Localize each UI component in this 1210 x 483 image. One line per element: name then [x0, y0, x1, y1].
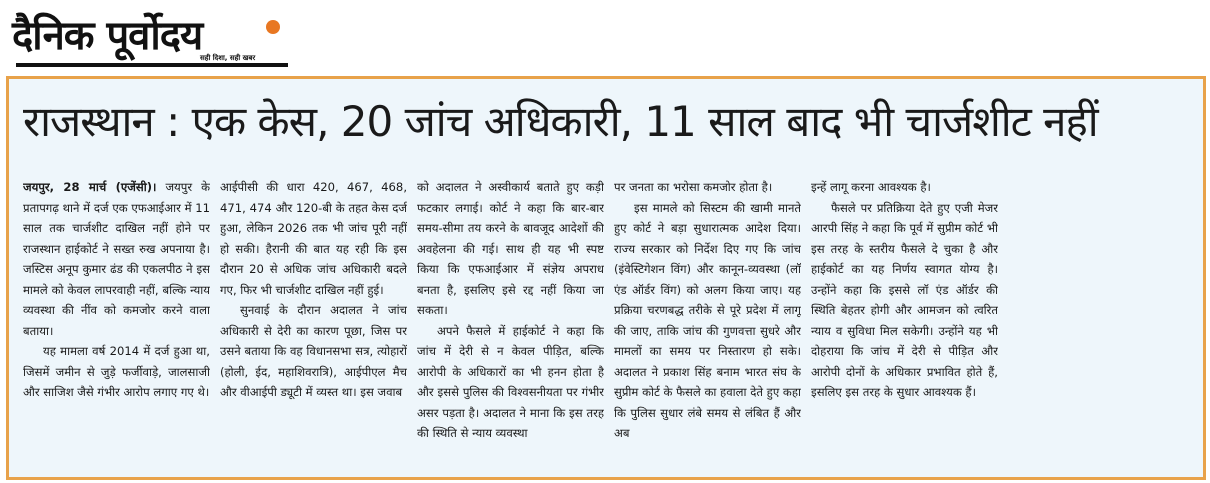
article-column-5 — [811, 177, 998, 477]
article-column-4 — [614, 177, 801, 477]
article-paragraph: सुनवाई के दौरान अदालत ने जांच अधिकारी से देरी का कारण पूछा, जिस पर उसने बताया कि वह विधानसभा सत्र, त्योहारों (होली, ईद, महाशिवरात्रि), आईपीएल मैच और वीआईपी ड्यूटी में व्यस्त था। इस जवाब — [220, 303, 407, 399]
masthead — [0, 0, 1210, 72]
logo-dot-icon — [266, 20, 280, 34]
article-paragraph: पर जनता का भरोसा कमजोर होता है। — [614, 180, 773, 194]
logo-underline — [16, 63, 288, 67]
logo-tagline: सही दिशा, सही खबर — [200, 54, 256, 62]
article-paragraph: आईपीसी की धारा 420, 467, 468, 471, 474 और 120-बी के तहत केस दर्ज हुआ, लेकिन 2026 तक भी जांच पूरी नहीं हो सकी। हैरानी की बात यह रही कि इस दौरान 20 से अधिक जांच अधिकारी बदले गए, फिर भी चार्जशीट दाखिल नहीं हुई। — [220, 180, 407, 297]
article-column-3 — [417, 177, 604, 477]
article-paragraph: जयपुर, 28 मार्च (एजेंसी)। जयपुर के प्रतापगढ़ थाने में दर्ज एक एफआईआर में 11 साल तक चार्जशीट दाखिल नहीं होने पर राजस्थान हाईकोर्ट ने सख्त रुख अपनाया है। जस्टिस अनूप कुमार ढंड की एकलपीठ ने इस मामले को केवल लापरवाही नहीं, बल्कि न्याय व्यवस्था की नींव को कमजोर करने वाला बताया। — [23, 180, 210, 338]
article-paragraph: को अदालत ने अस्वीकार्य बताते हुए कड़ी फटकार लगाई। कोर्ट ने कहा कि बार-बार समय-सीमा तय करने के बावजूद आदेशों की अवहेलना की गई। साथ ही यह भी स्पष्ट किया कि एफआईआर में संज्ञेय अपराध बनता है, इसलिए इसे रद्द नहीं किया जा सकता। — [417, 180, 604, 317]
article-headline: राजस्थान : एक केस, 20 जांच अधिकारी, 11 साल बाद भी चार्जशीट नहीं — [23, 97, 1098, 146]
article-paragraph: यह मामला वर्ष 2014 में दर्ज हुआ था, जिसमें जमीन से जुड़े फर्जीवाड़े, जालसाजी और साजिश जैसे गंभीर आरोप लगाए गए थे। — [23, 344, 210, 399]
article-columns — [23, 177, 1199, 477]
article-paragraph: इन्हें लागू करना आवश्यक है। — [811, 180, 931, 194]
article-box — [6, 76, 1206, 480]
dateline: जयपुर, 28 मार्च (एजेंसी)। — [23, 180, 157, 194]
article-column-1 — [23, 177, 210, 477]
logo-text: दैनिक पूर्वोदय — [12, 13, 203, 59]
article-column-2 — [220, 177, 407, 477]
article-paragraph: फैसले पर प्रतिक्रिया देते हुए एजी मेजर आरपी सिंह ने कहा कि पूर्व में सुप्रीम कोर्ट भी इस तरह के स्तरीय फैसले दे चुका है और हाईकोर्ट का यह निर्णय स्वागत योग्य है। उन्होंने कहा कि इससे लॉ एंड ऑर्डर की स्थिति बेहतर होगी और आमजन को त्वरित न्याय व सुविधा मिल सकेगी। उन्होंने यह भी दोहराया कि जांच में देरी से पीड़ित और आरोपी दोनों के अधिकार प्रभावित होते हैं, इसलिए इस तरह के सुधार आवश्यक हैं। — [811, 200, 998, 399]
article-paragraph: इस मामले को सिस्टम की खामी मानते हुए कोर्ट ने बड़ा सुधारात्मक आदेश दिया। राज्य सरकार को निर्देश दिए गए कि जांच (इंवेस्टिगेशन विंग) और कानून-व्यवस्था (लॉ एंड ऑर्डर विंग) को अलग किया जाए। यह प्रक्रिया चरणबद्ध तरीके से पूरे प्रदेश में लागू की जाए, ताकि जांच की गुणवत्ता सुधरे और मामलों का समय पर निस्तारण हो सके। अदालत ने प्रकाश सिंह बनाम भारत संघ के सुप्रीम कोर्ट के फैसले का हवाला देते हुए कहा कि पुलिस सुधार लंबे समय से लंबित हैं और अब — [614, 200, 801, 440]
newspaper-logo — [12, 6, 292, 70]
article-paragraph: अपने फैसले में हाईकोर्ट ने कहा कि जांच में देरी से न केवल पीड़ित, बल्कि आरोपी के अधिकारों का भी हनन होता है और इससे पुलिस की विश्वसनीयता पर गंभीर असर पड़ता है। अदालत ने माना कि इस तरह की स्थिति से न्याय व्यवस्था — [417, 323, 604, 440]
